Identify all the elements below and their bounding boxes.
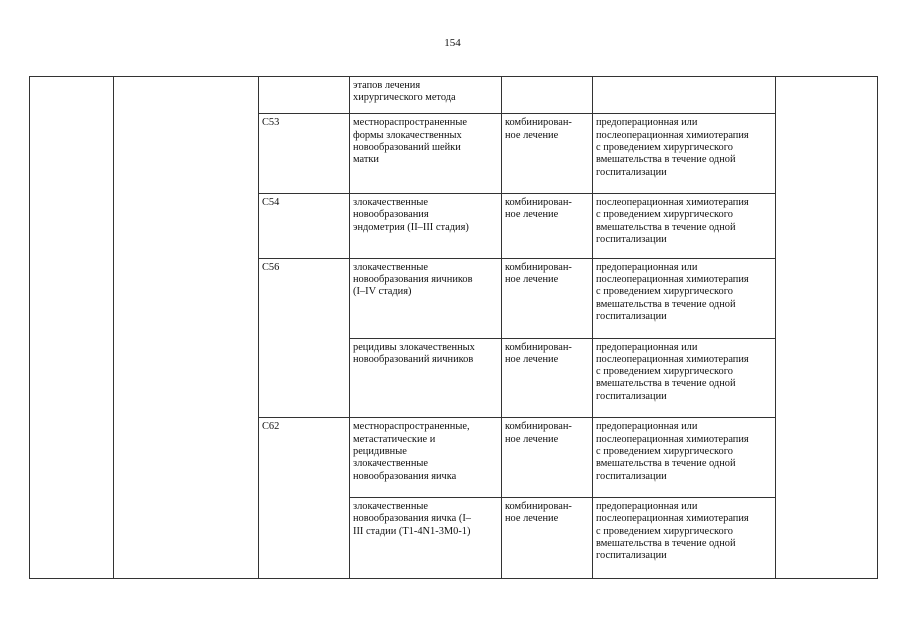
- method-text: предоперационная или послеоперационная химиотерапия с проведением хирургического вмешательства в течение одной госпитализации: [596, 421, 749, 482]
- method-cell: [593, 418, 776, 498]
- method-text: предоперационная или послеоперационная химиотерапия с проведением хирургического вмешательства в течение одной госпитализации: [596, 501, 749, 562]
- method-text: предоперационная или послеоперационная химиотерапия с проведением хирургического вмешательства в течение одной госпитализации: [596, 117, 749, 178]
- condition-text: рецидивы злокачественных новообразований яичников: [353, 341, 475, 365]
- code-cell: [259, 258, 350, 418]
- diagnosis-code: C53: [262, 117, 280, 129]
- code-cell: [259, 194, 350, 259]
- condition-cell: [350, 418, 502, 498]
- condition-cell: [350, 194, 502, 259]
- method-cell: [593, 338, 776, 418]
- condition-text: злокачественные новообразования яичка (I– III стадии (T1-4N1-3M0-1): [353, 501, 471, 537]
- treatment-cell: [502, 194, 593, 259]
- condition-text: злокачественные новообразования яичников (I–IV стадия): [353, 261, 473, 298]
- condition-cell: [350, 498, 502, 579]
- treatment-type: комбинирован- ное лечение: [505, 501, 572, 525]
- method-cell: [593, 258, 776, 338]
- treatment-cell: [502, 77, 593, 114]
- method-text: предоперационная или послеоперационная химиотерапия с проведением хирургического вмешательства в течение одной госпитализации: [596, 261, 749, 322]
- treatment-cell: [502, 418, 593, 498]
- method-cell: [593, 194, 776, 259]
- treatment-cell: [502, 114, 593, 194]
- treatment-type: комбинирован- ное лечение: [505, 341, 572, 365]
- treatment-type: комбинирован- ное лечение: [505, 261, 572, 286]
- code-cell: [259, 114, 350, 194]
- condition-text: этапов лечения хирургического метода: [353, 80, 456, 104]
- condition-cell: [350, 258, 502, 338]
- diagnosis-code: C54: [262, 197, 280, 209]
- treatment-cell: [502, 338, 593, 418]
- condition-text: злокачественные новообразования эндометрия (II–III стадия): [353, 197, 469, 233]
- condition-cell: [350, 338, 502, 418]
- code-cell: [259, 418, 350, 579]
- table-row: [30, 77, 878, 114]
- empty-cell-group-name: [114, 77, 259, 579]
- treatment-type: комбинирован- ное лечение: [505, 197, 572, 221]
- empty-cell-group-number: [30, 77, 114, 579]
- treatment-table: [29, 76, 878, 579]
- treatment-type: комбинирован- ное лечение: [505, 421, 572, 445]
- method-text: послеоперационная химиотерапия с проведением хирургического вмешательства в течение одной госпитализации: [596, 197, 749, 246]
- treatment-cell: [502, 258, 593, 338]
- condition-cell: [350, 77, 502, 114]
- method-cell: [593, 498, 776, 579]
- code-cell: [259, 77, 350, 114]
- treatment-type: комбинирован- ное лечение: [505, 117, 572, 141]
- diagnosis-code: C56: [262, 261, 280, 273]
- treatment-cell: [502, 498, 593, 579]
- method-cell: [593, 114, 776, 194]
- condition-text: местнораспространенные формы злокачественных новообразований шейки матки: [353, 117, 467, 166]
- diagnosis-code: C62: [262, 421, 280, 433]
- method-text: предоперационная или послеоперационная химиотерапия с проведением хирургического вмешательства в течение одной госпитализации: [596, 341, 749, 402]
- method-cell: [593, 77, 776, 114]
- page-number: 154: [444, 37, 461, 49]
- condition-cell: [350, 114, 502, 194]
- condition-text: местнораспространенные, метастатические и рецидивные злокачественные новообразования яичка: [353, 421, 470, 482]
- empty-cell-model: [776, 77, 878, 579]
